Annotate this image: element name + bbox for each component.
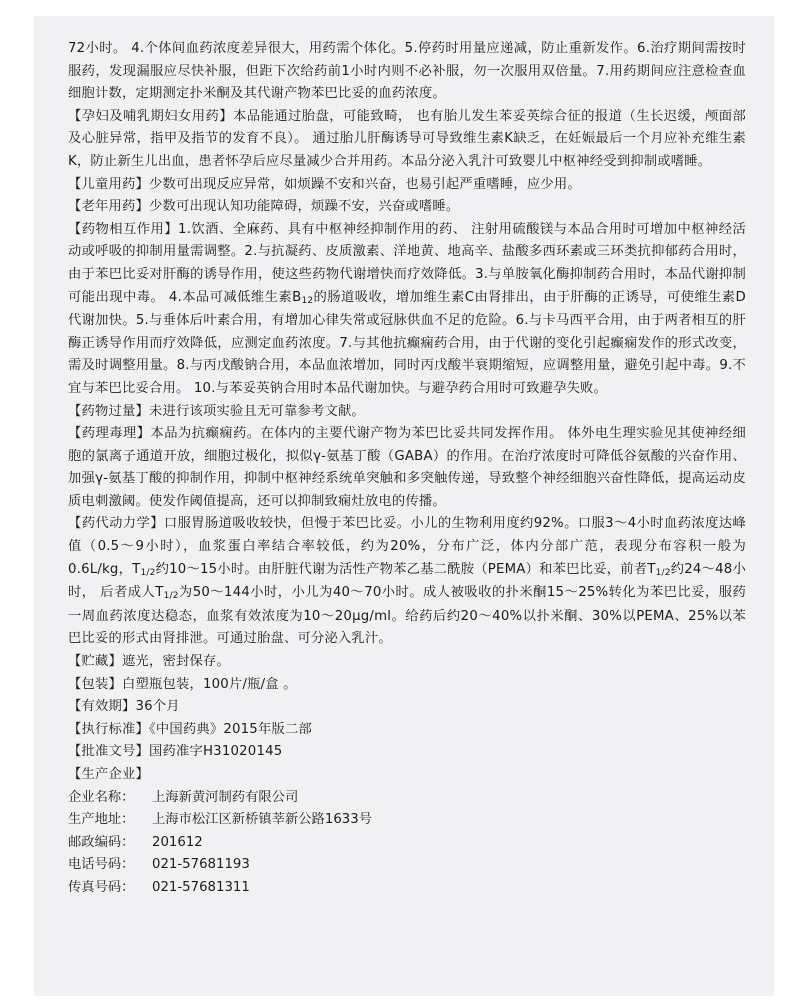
- section-text: 少数可出现认知功能障碍，烦躁不安，兴奋或嗜睡。: [148, 199, 460, 215]
- section-text: 少数可出现反应异常，如烦躁不安和兴奋，也易引起严重嗜睡，应少用。: [148, 176, 581, 192]
- section-approval: [68, 741, 746, 764]
- section-label: 【贮藏】: [68, 654, 122, 670]
- section-label: 【有效期】: [68, 699, 136, 715]
- section-text: 本品能通过胎盘，可能致畸， 也有胎儿发生苯妥英综合征的报道（生长迟缓，颅面部及心脏异常，指甲及指节的发育不良）。 通过胎儿肝酶诱导可导致维生素K缺乏，在妊娠最后一个月应补充维生素K，防止新生儿出血，患者怀孕后应尽量减少合并用药。本品分泌入乳汁可致婴儿中枢神经受到抑制或嗜睡。: [68, 108, 747, 169]
- subscript: 1/2: [163, 591, 179, 602]
- section-text: 口服胃肠道吸收较快，但慢于苯巴比妥。小儿的生物利用度约92%。口服3～4小时血药浓度达峰值（0.5～9小时），血浆蛋白率结合率较低，约为20%，分布广泛，体内分部广范，表现分布容积一般为 0.6L/kg，T: [68, 516, 746, 577]
- section-label: 【生产企业】: [68, 767, 149, 782]
- section-standard: [68, 719, 746, 742]
- section-pharmacokinetics: [68, 513, 746, 651]
- section-elderly: [68, 196, 746, 219]
- section-overdose: [68, 401, 746, 424]
- field-value: 021-57681193: [152, 857, 250, 873]
- section-children: [68, 174, 746, 197]
- section-label: 【老年用药】: [68, 199, 149, 215]
- field-label: 企业名称：: [68, 789, 135, 805]
- drug-leaflet: [34, 16, 774, 996]
- field-value: 201612: [152, 834, 203, 850]
- section-text: 未进行该项实验且无可靠参考文献。: [148, 403, 365, 419]
- section-text: 1.饮酒、全麻药、具有中枢神经抑制作用的药、 注射用硫酸镁与本品合用时可增加中枢神经活动或呼吸的抑制用量需调整。2.与抗凝药、皮质激素、洋地黄、地高辛、盐酸多西环素或三环类抗抑郁药合用时，由于苯巴比妥对肝酶的诱导作用，使这些药物代谢增快而疗效降低。3.与单胺氧化酶抑制药合用时，本品代谢抑制可能出现中毒。 4.本品可减低维生素B: [68, 221, 746, 305]
- manufacturer-row-phone: [68, 854, 746, 877]
- section-label: 【执行标准】: [68, 721, 149, 737]
- section-package: [68, 674, 746, 697]
- section-label: 【儿童用药】: [68, 176, 149, 192]
- section-text: 为50～144小时，小儿为40～70小时。成人被吸收的扑米酮15～25%转化为苯巴比妥，服药一周血药浓度达稳态，血浆有效浓度为10～20μg/ml。给药后约20～40%以扑米酮、30%以PEMA、25%以苯巴比妥的形式由肾排泄。可通过胎盘、可分泌入乳汁。: [68, 585, 746, 647]
- section-text: 本品为抗癫痫药。在体内的主要代谢产物为苯巴比妥共同发挥作用。 体外电生理实验见其使神经细胞的氯离子通道开放，细胞过极化，拟似γ-氨基丁酸（GABA）的作用。在治疗浓度时可降低谷氨酸的兴奋作用、加强γ-氨基丁酸的抑制作用，抑制中枢神经系统单突触和多突触传递，导致整个神经细胞兴奋性降低，提高运动皮质电刺激阈。使发作阈值提高，还可以抑制致痫灶放电的传播。: [68, 426, 746, 509]
- section-text: 白塑瓶包装，100片/瓶/盒 。: [122, 676, 297, 692]
- section-label: 【孕妇及哺乳期妇女用药】: [68, 108, 233, 124]
- manufacturer-row-address: [68, 809, 746, 832]
- usage-notes-continued: 72小时。 4.个体间血药浓度差异很大，用药需个体化。5.停药时用量应递减，防止重新发作。6.治疗期间需按时服药，发现漏服应尽快补服，但距下次给药前1小时内则不必补服，勿一次服用双倍量。7.用药期间应注意检查血细胞计数，定期测定扑米酮及其代谢产物苯巴比妥的血药浓度。: [68, 41, 746, 102]
- section-validity: [68, 696, 746, 719]
- field-label: 生产地址：: [68, 812, 135, 828]
- section-text: 国药准字H31020145: [148, 744, 283, 760]
- field-label: 电话号码：: [68, 857, 135, 873]
- section-pharmacology: [68, 423, 746, 513]
- field-label: 邮政编码：: [68, 834, 135, 850]
- section-text: 约24～48小时， 后者成人T: [68, 561, 746, 601]
- section-text: 36个月: [135, 699, 180, 715]
- section-text: 约10～15小时。由肝脏代谢为活性产物苯乙基二酰胺（PEMA）和苯巴比妥，前者T: [155, 561, 656, 577]
- field-label: 传真号码：: [68, 879, 135, 895]
- section-label: 【药物相互作用】: [68, 221, 179, 237]
- section-text: 遮光，密封保存。: [122, 654, 230, 670]
- section-interactions: [68, 219, 746, 401]
- subscript: 1/2: [140, 567, 156, 578]
- field-value: 021-57681311: [152, 879, 250, 895]
- section-text: 的肠道吸收，增加维生素C由肾排出，由于肝酶的正诱导，可使维生素D代谢加快。5.与垂体后叶素合用，有增加心律失常或冠脉供血不足的危险。6.与卡马西平合用，由于两者相互的肝酶正诱导作用而疗效降低，应测定血药浓度。7.与其他抗癫痫药合用，由于代谢的变化引起癫痫发作的形式改变，需及时调整用量。8.与丙戊酸钠合用，本品血浓增加，同时丙戊酸半衰期缩短，应调整用量，避免引起中毒。9.不宜与苯巴比妥合用。 10.与苯妥英钠合用时本品代谢加快。与避孕药合用时可致避孕失败。: [68, 289, 746, 396]
- subscript: 12: [301, 295, 314, 306]
- section-label: 【药物过量】: [68, 403, 149, 419]
- section-label: 【药代动力学】: [68, 516, 164, 532]
- field-value: 上海新黄河制药有限公司: [152, 789, 299, 805]
- section-manufacturer: [68, 764, 746, 787]
- section-pregnancy: [68, 106, 746, 174]
- section-label: 【药理毒理】: [68, 426, 151, 442]
- manufacturer-row-fax: [68, 877, 746, 900]
- section-storage: [68, 651, 746, 674]
- section-label: 【批准文号】: [68, 744, 149, 760]
- manufacturer-row-postcode: [68, 832, 746, 855]
- subscript: 1/2: [655, 567, 671, 578]
- section-label: 【包装】: [68, 676, 122, 692]
- manufacturer-details: [68, 787, 746, 900]
- manufacturer-row-name: [68, 787, 746, 810]
- section-text: 《中国药典》2015年版二部: [148, 721, 312, 737]
- field-value: 上海市松江区新桥镇莘新公路1633号: [152, 812, 372, 828]
